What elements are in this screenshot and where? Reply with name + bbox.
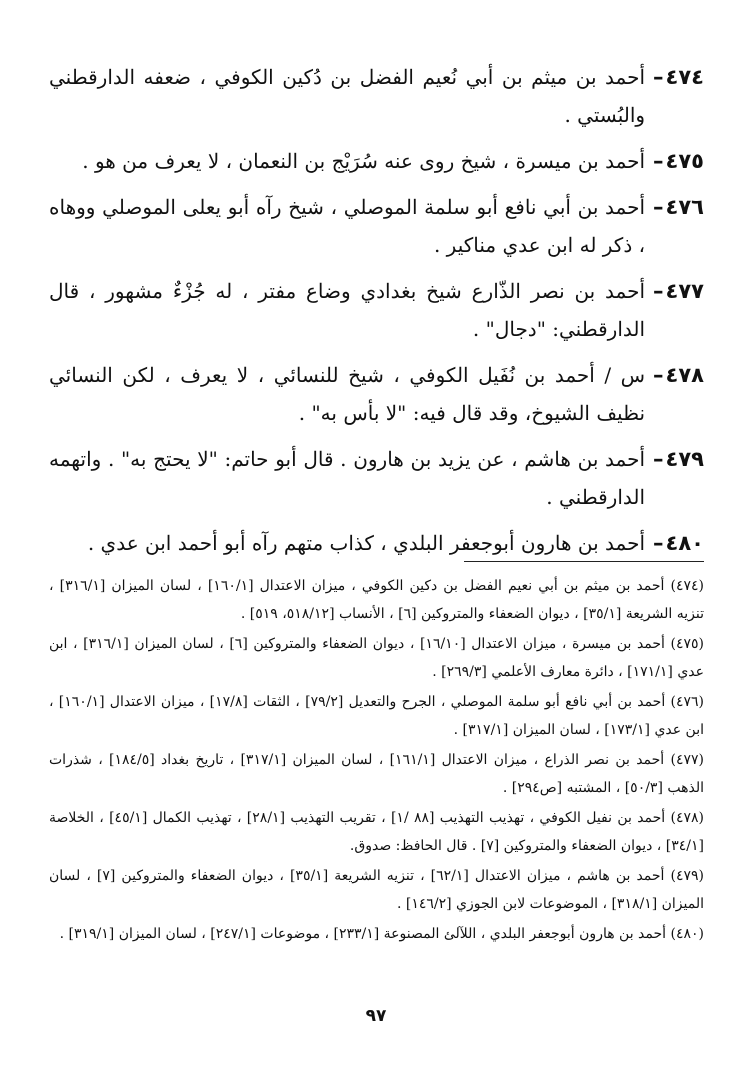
entry-478 [49, 356, 704, 432]
entry-text: أحمد بن هارون أبوجعفر البلدي ، كذاب متهم رآه أبو أحمد ابن عدي . [87, 531, 646, 555]
footnote-479: (٤٧٩) أحمد بن هاشم ، ميزان الاعتدال [٦٢/١] ، تنزيه الشريعة [٣٥/١] ، ديوان الضعفاء والمتروكين [٧] ، لسان الميزان [٣١٨/١] ، الموضوعات لابن الجوزي [١٤٦/٢] . [49, 868, 704, 912]
footnote-474: (٤٧٤) أحمد بن ميثم بن أبي نعيم الفضل بن دكين الكوفي ، ميزان الاعتدال [١٦٠/١] ، لسان الميزان [٣١٦/١] ، تنزيه الشريعة [٣٥/١] ، ديوان الضعفاء والمتروكين [٦] ، الأنساب [٥١٨/١٢، ٥١٩] . [49, 578, 704, 622]
entry-474 [49, 58, 704, 134]
entry-dash: – [653, 531, 664, 555]
footnote-480: (٤٨٠) أحمد بن هارون أبوجعفر البلدي ، اللآلئ المصنوعة [٢٣٣/١] ، موضوعات [٢٤٧/١] ، لسان الميزان [٣١٩/١] . [59, 926, 704, 942]
entry-number: ٤٧٤ [665, 65, 704, 89]
page-number: ٩٧ [365, 1006, 387, 1026]
entry-number: ٤٨٠ [665, 531, 704, 555]
entry-480 [49, 524, 704, 562]
footnote-476: (٤٧٦) أحمد بن أبي نافع أبو سلمة الموصلي ، الجرح والتعديل [٧٩/٢] ، الثقات [١٧/٨] ، ميزان الاعتدال [١٦٠/١] ، ابن عدي [١٧٣/١] ، لسان الميزان [٣١٧/١] . [49, 694, 704, 738]
entry-number: ٤٧٧ [665, 279, 704, 303]
footnote-475: (٤٧٥) أحمد بن ميسرة ، ميزان الاعتدال [١٦/١٠] ، ديوان الضعفاء والمتروكين [٦] ، لسان الميزان [٣١٦/١] ، ابن عدي [١٧١/١] ، دائرة معارف الأعلمي [٢٦٩/٣] . [49, 636, 705, 680]
footnotes-section [49, 572, 704, 950]
entry-dash: – [653, 447, 664, 471]
footnote-478: (٤٧٨) أحمد بن نفيل الكوفي ، تهذيب التهذيب [٨٨ /١] ، تقريب التهذيب [٢٨/١] ، تهذيب الكمال [٤٥/١] ، الخلاصة [٣٤/١] ، ديوان الضعفاء والمتروكين [٧] . قال الحافظ: صدوق. [49, 810, 704, 854]
entry-number: ٤٧٥ [665, 149, 704, 173]
entry-dash: – [653, 149, 664, 173]
entry-476 [49, 188, 704, 264]
entry-text: أحمد بن هاشم ، عن يزيد بن هارون . قال أبو حاتم: "لا يحتج به" . واتهمه الدارقطني . [49, 447, 646, 509]
entry-475 [49, 142, 704, 180]
entry-dash: – [653, 65, 664, 89]
entry-dash: – [653, 279, 664, 303]
entry-dash: – [653, 195, 664, 219]
entry-number: ٤٧٩ [665, 447, 704, 471]
entry-479 [49, 440, 704, 516]
entry-477 [49, 272, 704, 348]
entry-dash: – [653, 363, 664, 387]
entry-text: أحمد بن ميثم بن أبي نُعيم الفضل بن دُكين الكوفي ، ضعفه الدارقطني والبُستي . [49, 65, 646, 127]
entry-text: س / أحمد بن نُفَيل الكوفي ، شيخ للنسائي ، لا يعرف ، لكن النسائي نظيف الشيوخ، وقد قال فيه: "لا بأس به" . [49, 363, 646, 425]
footnote-divider [464, 561, 704, 562]
footnote-477: (٤٧٧) أحمد بن نصر الذراع ، ميزان الاعتدال [١٦١/١] ، لسان الميزان [٣١٧/١] ، تاريخ بغداد [١٨٤/٥] ، شذرات الذهب [٥٠/٣] ، المشتبه [ص٢٩٤] . [49, 752, 704, 796]
entry-text: أحمد بن ميسرة ، شيخ روى عنه سُرَيْج بن النعمان ، لا يعرف من هو . [82, 149, 646, 173]
entries-list [49, 58, 704, 570]
entry-text: أحمد بن أبي نافع أبو سلمة الموصلي ، شيخ رآه أبو يعلى الموصلي ووهاه ، ذكر له ابن عدي مناكير . [49, 195, 646, 257]
entry-number: ٤٧٨ [665, 363, 704, 387]
entry-text: أحمد بن نصر الذّارع شيخ بغدادي وضاع مفتر ، له جُزْءٌ مشهور ، قال الدارقطني: "دجال" . [49, 279, 646, 341]
entry-number: ٤٧٦ [665, 195, 704, 219]
